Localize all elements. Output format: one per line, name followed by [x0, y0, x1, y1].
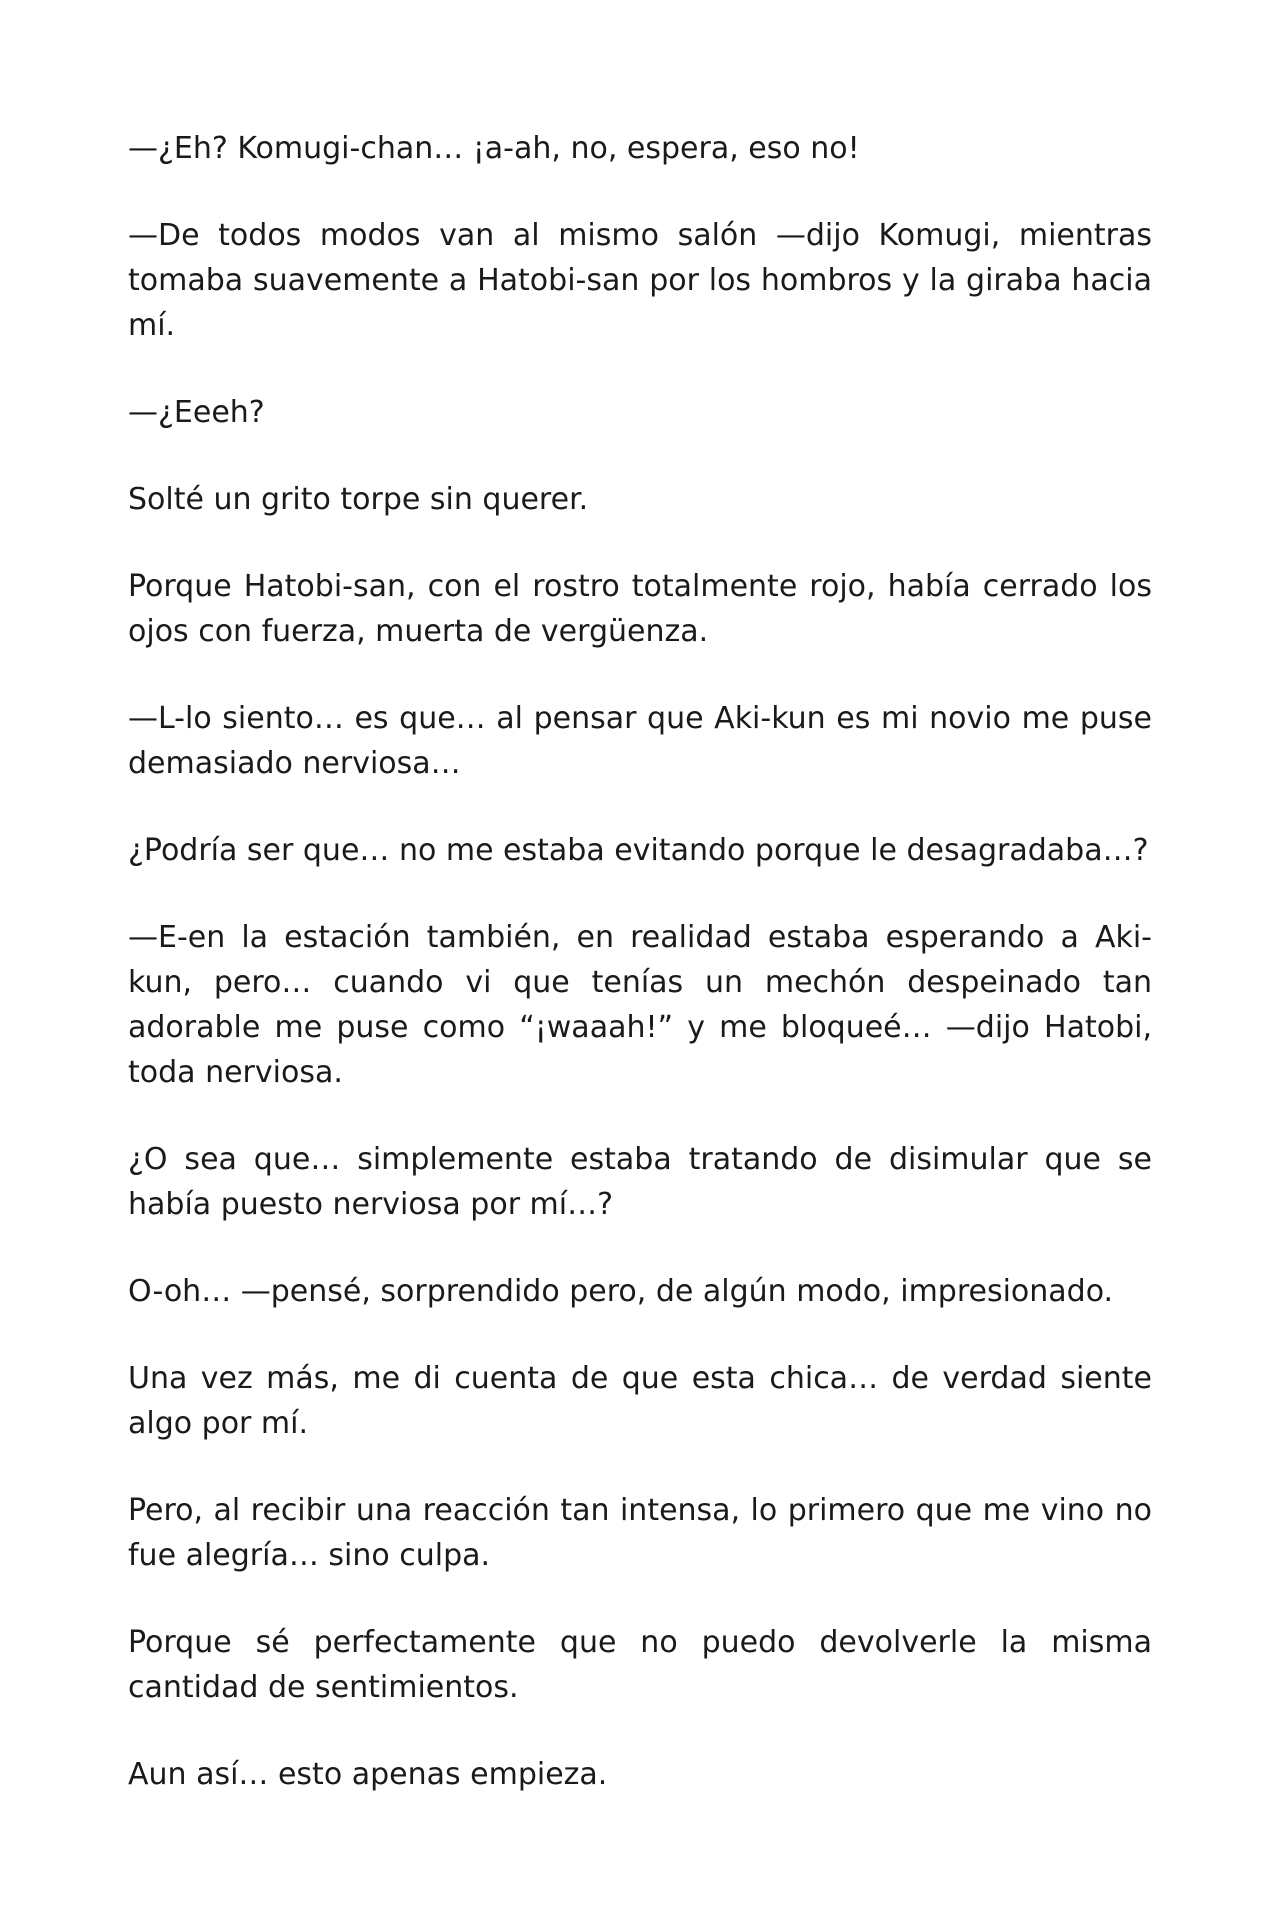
- paragraph-13: Porque sé perfectamente que no puedo devolverle la misma cantidad de sentimientos.: [128, 1625, 1152, 1705]
- paragraph-6: —L-lo siento… es que… al pensar que Aki-kun es mi novio me puse demasiado nerviosa…: [128, 701, 1152, 781]
- paragraph-11: Una vez más, me di cuenta de que esta chica… de verdad siente algo por mí.: [128, 1361, 1152, 1441]
- paragraph-5: Porque Hatobi-san, con el rostro totalmente rojo, había cerrado los ojos con fuerza, muerta de vergüenza.: [128, 569, 1152, 649]
- paragraph-7: ¿Podría ser que… no me estaba evitando porque le desagradaba…?: [128, 833, 1149, 868]
- paragraph-9: ¿O sea que… simplemente estaba tratando de disimular que se había puesto nerviosa por mí…?: [128, 1142, 1152, 1222]
- paragraph-2: —De todos modos van al mismo salón —dijo Komugi, mientras tomaba suavemente a Hatobi-san por los hombros y la giraba hacia mí.: [128, 218, 1152, 343]
- paragraph-14: Aun así… esto apenas empieza.: [128, 1757, 608, 1792]
- paragraph-1: —¿Eh? Komugi-chan… ¡a-ah, no, espera, eso no!: [128, 131, 860, 166]
- paragraph-3: —¿Eeeh?: [128, 395, 265, 430]
- paragraph-10: O-oh… —pensé, sorprendido pero, de algún modo, impresionado.: [128, 1274, 1114, 1309]
- paragraph-12: Pero, al recibir una reacción tan intensa, lo primero que me vino no fue alegría… sino culpa.: [128, 1493, 1152, 1573]
- paragraph-4: Solté un grito torpe sin querer.: [128, 482, 589, 517]
- paragraph-8: —E-en la estación también, en realidad estaba esperando a Aki-kun, pero… cuando vi que tenías un mechón despeinado tan adorable me puse como “¡waaah!” y me bloqueé… —dijo Hatobi, toda nerviosa.: [128, 920, 1152, 1090]
